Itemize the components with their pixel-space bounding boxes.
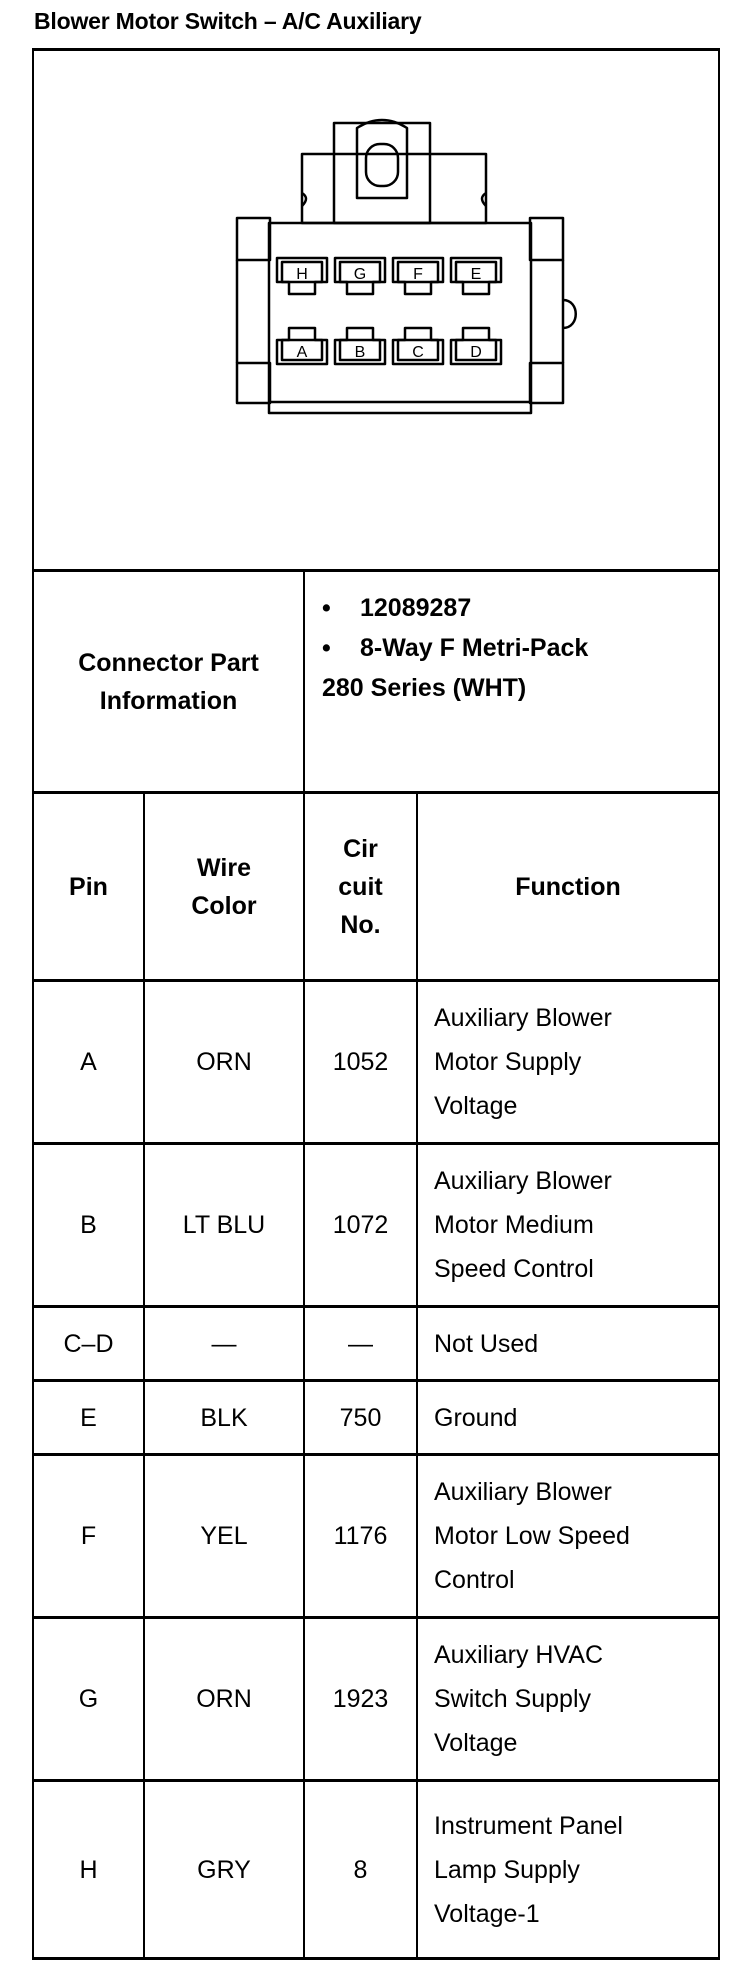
- header-wire-color-line: Wire: [197, 853, 251, 882]
- pin-cell: B: [80, 1211, 97, 1239]
- terminal-row-bottom: [277, 328, 501, 364]
- connector-diagram: [32, 48, 720, 569]
- function-cell: [418, 1308, 718, 1379]
- connector-type: [322, 628, 588, 668]
- terminal-cavity: [393, 328, 443, 364]
- terminal-label: B: [354, 344, 366, 361]
- wire-color-cell: GRY: [197, 1855, 251, 1884]
- circuit-cell: 1923: [332, 1685, 389, 1713]
- function-line: Auxiliary HVAC: [434, 1641, 604, 1669]
- terminal-label: G: [353, 266, 367, 283]
- function-line: Voltage-1: [434, 1899, 540, 1928]
- connector-table: [32, 48, 720, 1960]
- terminal-label: A: [296, 344, 308, 361]
- function-line: Voltage: [434, 1729, 518, 1757]
- wire-color-cell: LT BLU: [182, 1211, 266, 1239]
- function-line: Voltage: [434, 1092, 518, 1120]
- function-cell: [418, 1619, 718, 1779]
- function-cell: [418, 1782, 718, 1957]
- function-line: Ground: [434, 1403, 518, 1432]
- function-line: Not Used: [434, 1329, 539, 1358]
- wire-color-cell: ORN: [196, 1685, 252, 1713]
- terminal-label: E: [470, 266, 482, 283]
- terminal-cavity: [335, 258, 385, 294]
- circuit-cell: 1176: [333, 1522, 388, 1550]
- header-circuit-line: No.: [340, 910, 381, 939]
- function-cell: [418, 982, 718, 1142]
- terminal-label: C: [412, 344, 424, 361]
- circuit-cell: 1072: [332, 1211, 389, 1239]
- header-function: Function: [515, 872, 621, 901]
- header-pin: Pin: [69, 872, 108, 901]
- function-line: Motor Low Speed: [434, 1522, 630, 1550]
- pin-cell: E: [80, 1403, 97, 1432]
- function-cell: [418, 1145, 718, 1305]
- function-cell: [418, 1382, 718, 1453]
- terminal-cavity: [451, 328, 501, 364]
- function-line: Control: [434, 1566, 515, 1594]
- header-wire-color-line: Color: [191, 891, 257, 920]
- terminal-label: H: [296, 266, 308, 283]
- pin-cell: G: [78, 1685, 99, 1713]
- circuit-cell: 750: [339, 1403, 382, 1432]
- circuit-cell: 8: [353, 1855, 368, 1884]
- wire-color-cell: YEL: [200, 1522, 248, 1550]
- terminal-label: F: [413, 266, 423, 283]
- header-wire-color: [145, 794, 303, 979]
- function-line: Instrument Panel: [434, 1811, 623, 1840]
- terminal-cavity: [277, 258, 327, 294]
- wire-color-cell: —: [211, 1329, 237, 1358]
- part-number: [322, 588, 588, 628]
- page-title: Blower Motor Switch – A/C Auxiliary: [34, 8, 422, 34]
- table-border-bottom: [32, 1957, 720, 1960]
- connector-series: 280 Series (WHT): [322, 674, 527, 702]
- wire-color-cell: BLK: [200, 1403, 248, 1432]
- pin-cell: A: [80, 1048, 97, 1076]
- part-number-value: 12089287: [360, 594, 472, 622]
- terminal-cavity: [393, 258, 443, 294]
- part-info-label: [34, 572, 303, 791]
- function-line: Auxiliary Blower: [434, 1167, 612, 1195]
- pin-cell: C–D: [63, 1329, 114, 1358]
- wire-color-cell: ORN: [196, 1048, 252, 1076]
- circuit-cell: —: [348, 1329, 373, 1358]
- function-line: Lamp Supply: [434, 1855, 580, 1884]
- function-line: Motor Medium: [434, 1211, 594, 1239]
- header-circuit-line: Cir: [343, 834, 378, 863]
- function-cell: [418, 1456, 718, 1616]
- terminal-cavity: [451, 258, 501, 294]
- function-line: Speed Control: [434, 1255, 594, 1283]
- circuit-cell: 1052: [332, 1048, 389, 1076]
- header-circuit-number: [305, 794, 416, 979]
- bullet: •: [322, 594, 331, 622]
- part-info-label-line: Connector Part: [78, 648, 259, 677]
- header-circuit-line: cuit: [338, 872, 383, 901]
- part-info-details: [322, 588, 588, 708]
- part-info-label-line: Information: [99, 686, 238, 715]
- bullet: •: [322, 634, 331, 662]
- function-line: Switch Supply: [434, 1685, 592, 1713]
- function-line: Motor Supply: [434, 1048, 582, 1076]
- function-line: Auxiliary Blower: [434, 1004, 612, 1032]
- terminal-label: D: [470, 344, 482, 361]
- terminal-row-top: [277, 258, 501, 294]
- pin-cell: H: [79, 1855, 98, 1884]
- function-line: Auxiliary Blower: [434, 1478, 612, 1506]
- terminal-cavity: [335, 328, 385, 364]
- connector-type-value: 8-Way F Metri-Pack: [360, 634, 589, 662]
- terminal-cavity: [277, 328, 327, 364]
- pin-cell: F: [80, 1522, 97, 1550]
